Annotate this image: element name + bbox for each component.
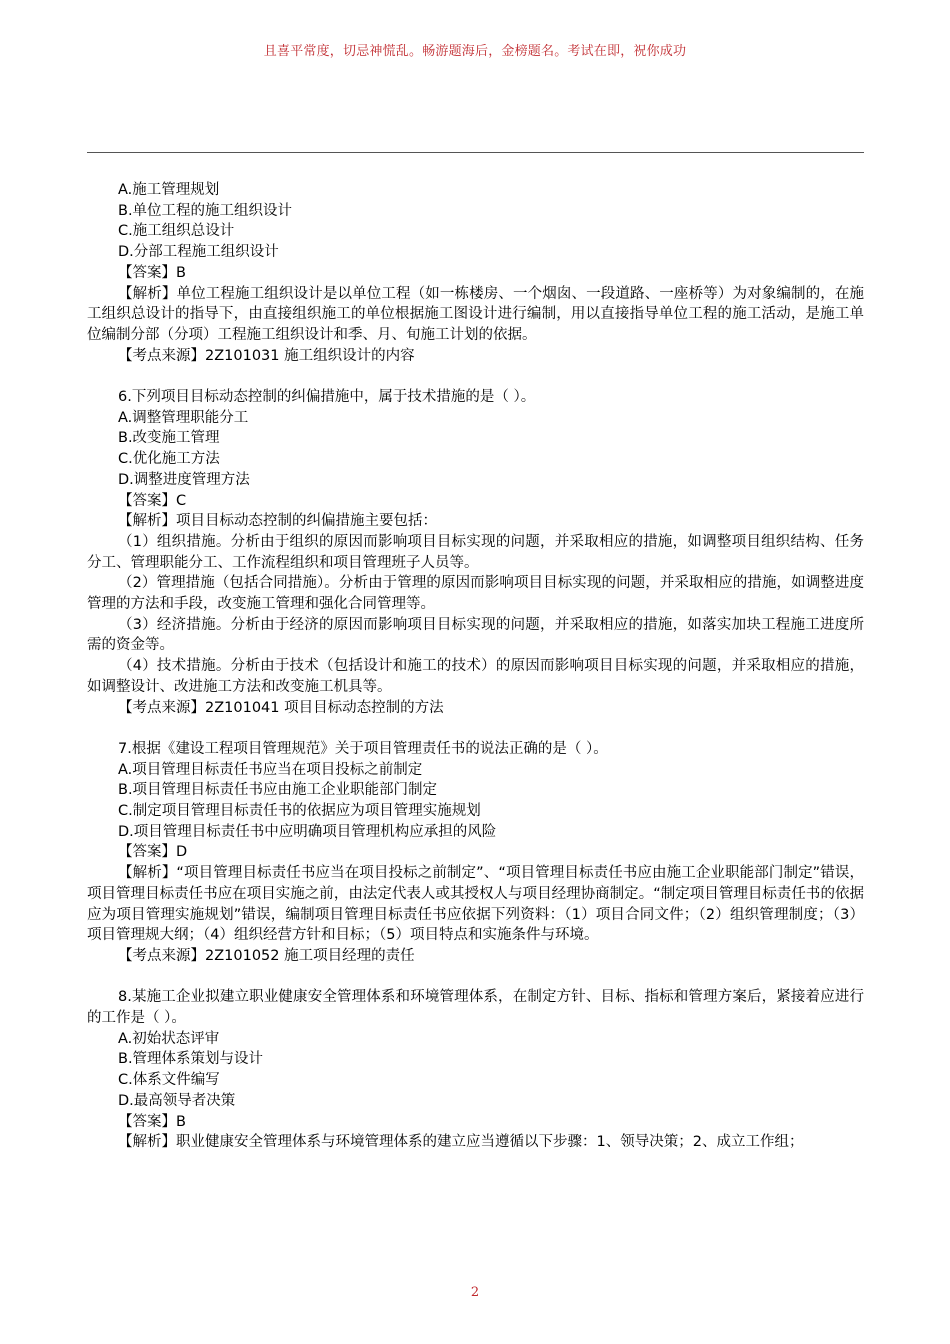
- analysis-point-1: （1）组织措施。分析由于组织的原因而影响项目目标实现的问题，并采取相应的措施，如调整项目组织结构、任务分工、管理职能分工、工作流程组织和项目管理班子人员等。: [87, 533, 864, 571]
- option-c: C.制定项目管理目标责任书的依据应为项目管理实施规划: [118, 803, 481, 820]
- option-b: B.管理体系策划与设计: [118, 1051, 264, 1068]
- analysis-heading: 【解析】项目目标动态控制的纠偏措施主要包括：: [118, 513, 437, 530]
- analysis-point-3: （3）经济措施。分析由于经济的原因而影响项目目标实现的问题，并采取相应的措施，如落实加块工程施工进度所需的资金等。: [87, 616, 864, 654]
- option-b: B.单位工程的施工组织设计: [118, 202, 293, 219]
- option-b: B.改变施工管理: [118, 430, 220, 447]
- option-d: D.调整进度管理方法: [118, 471, 250, 488]
- source: 【考点来源】2Z101041 项目目标动态控制的方法: [118, 699, 444, 716]
- document-body: [87, 180, 864, 1153]
- option-b: B.项目管理目标责任书应由施工企业职能部门制定: [118, 782, 438, 799]
- question-stem: 6.下列项目目标动态控制的纠偏措施中，属于技术措施的是（ ）。: [118, 389, 536, 406]
- answer: 【答案】D: [118, 844, 188, 861]
- source: 【考点来源】2Z101052 施工项目经理的责任: [118, 947, 415, 964]
- option-a: A.初始状态评审: [118, 1030, 220, 1047]
- option-d: D.分部工程施工组织设计: [118, 244, 279, 261]
- answer: 【答案】C: [118, 492, 187, 509]
- option-a: A.调整管理职能分工: [118, 409, 249, 426]
- question-stem: 7.根据《建设工程项目管理规范》关于项目管理责任书的说法正确的是（ ）。: [118, 740, 608, 757]
- option-c: C.体系文件编写: [118, 1072, 220, 1089]
- analysis: 【解析】职业健康安全管理体系与环境管理体系的建立应当遵循以下步骤：1、领导决策；2、成立工作组；: [118, 1134, 804, 1151]
- source: 【考点来源】2Z101031 施工组织设计的内容: [118, 347, 415, 364]
- analysis-point-4: （4）技术措施。分析由于技术（包括设计和施工的技术）的原因而影响项目目标实现的问题，并采取相应的措施，如调整设计、改进施工方法和改变施工机具等。: [87, 658, 864, 695]
- header-divider: [87, 152, 864, 153]
- question-7: [87, 739, 864, 967]
- page-header-slogan: 且喜平常度，切忌神慌乱。畅游题海后，金榜题名。考试在即，祝你成功: [263, 44, 687, 59]
- analysis: 【解析】单位工程施工组织设计是以单位工程（如一栋楼房、一个烟囱、一段道路、一座桥等）为对象编制的，在施工组织总设计的指导下，由直接组织施工的单位根据施工图设计进行编制，用以直接指导单位工程的施工活动，是施工单位编制分部（分项）工程施工组织设计和季、月、旬施工计划的依据。: [87, 285, 864, 343]
- option-c: C.优化施工方法: [118, 451, 220, 468]
- analysis-point-2: （2）管理措施（包括合同措施）。分析由于管理的原因而影响项目目标实现的问题，并采取相应的措施，如调整进度管理的方法和手段，改变施工管理和强化合同管理等。: [87, 575, 864, 613]
- option-c: C.施工组织总设计: [118, 223, 235, 240]
- answer: 【答案】B: [118, 1113, 186, 1130]
- option-d: D.最高领导者决策: [118, 1092, 236, 1109]
- question-8: [87, 987, 864, 1153]
- page-number: 2: [470, 1285, 480, 1300]
- option-d: D.项目管理目标责任书中应明确项目管理机构应承担的风险: [118, 823, 497, 840]
- option-a: A.施工管理规划: [118, 182, 220, 198]
- question-stem: 8.某施工企业拟建立职业健康安全管理体系和环境管理体系，在制定方针、目标、指标和管理方案后，紧接着应进行的工作是（ ）。: [87, 989, 864, 1027]
- answer: 【答案】B: [118, 264, 186, 281]
- analysis: 【解析】“项目管理目标责任书应当在项目投标之前制定”、“项目管理目标责任书应由施工企业职能部门制定”错误，项目管理目标责任书应在项目实施之前，由法定代表人或其授权人与项目经理协商制定。“制定项目管理目标责任书的依据应为项目管理实施规划”错误，编制项目管理目标责任书应依据下列资料：（1）项目合同文件；（2）组织管理制度；（3）项目管理规大纲；（4）组织经营方针和目标；（5）项目特点和实施条件与环境。: [87, 865, 864, 944]
- option-a: A.项目管理目标责任书应当在项目投标之前制定: [118, 761, 423, 778]
- question-5: [87, 180, 864, 366]
- question-6: [87, 387, 864, 718]
